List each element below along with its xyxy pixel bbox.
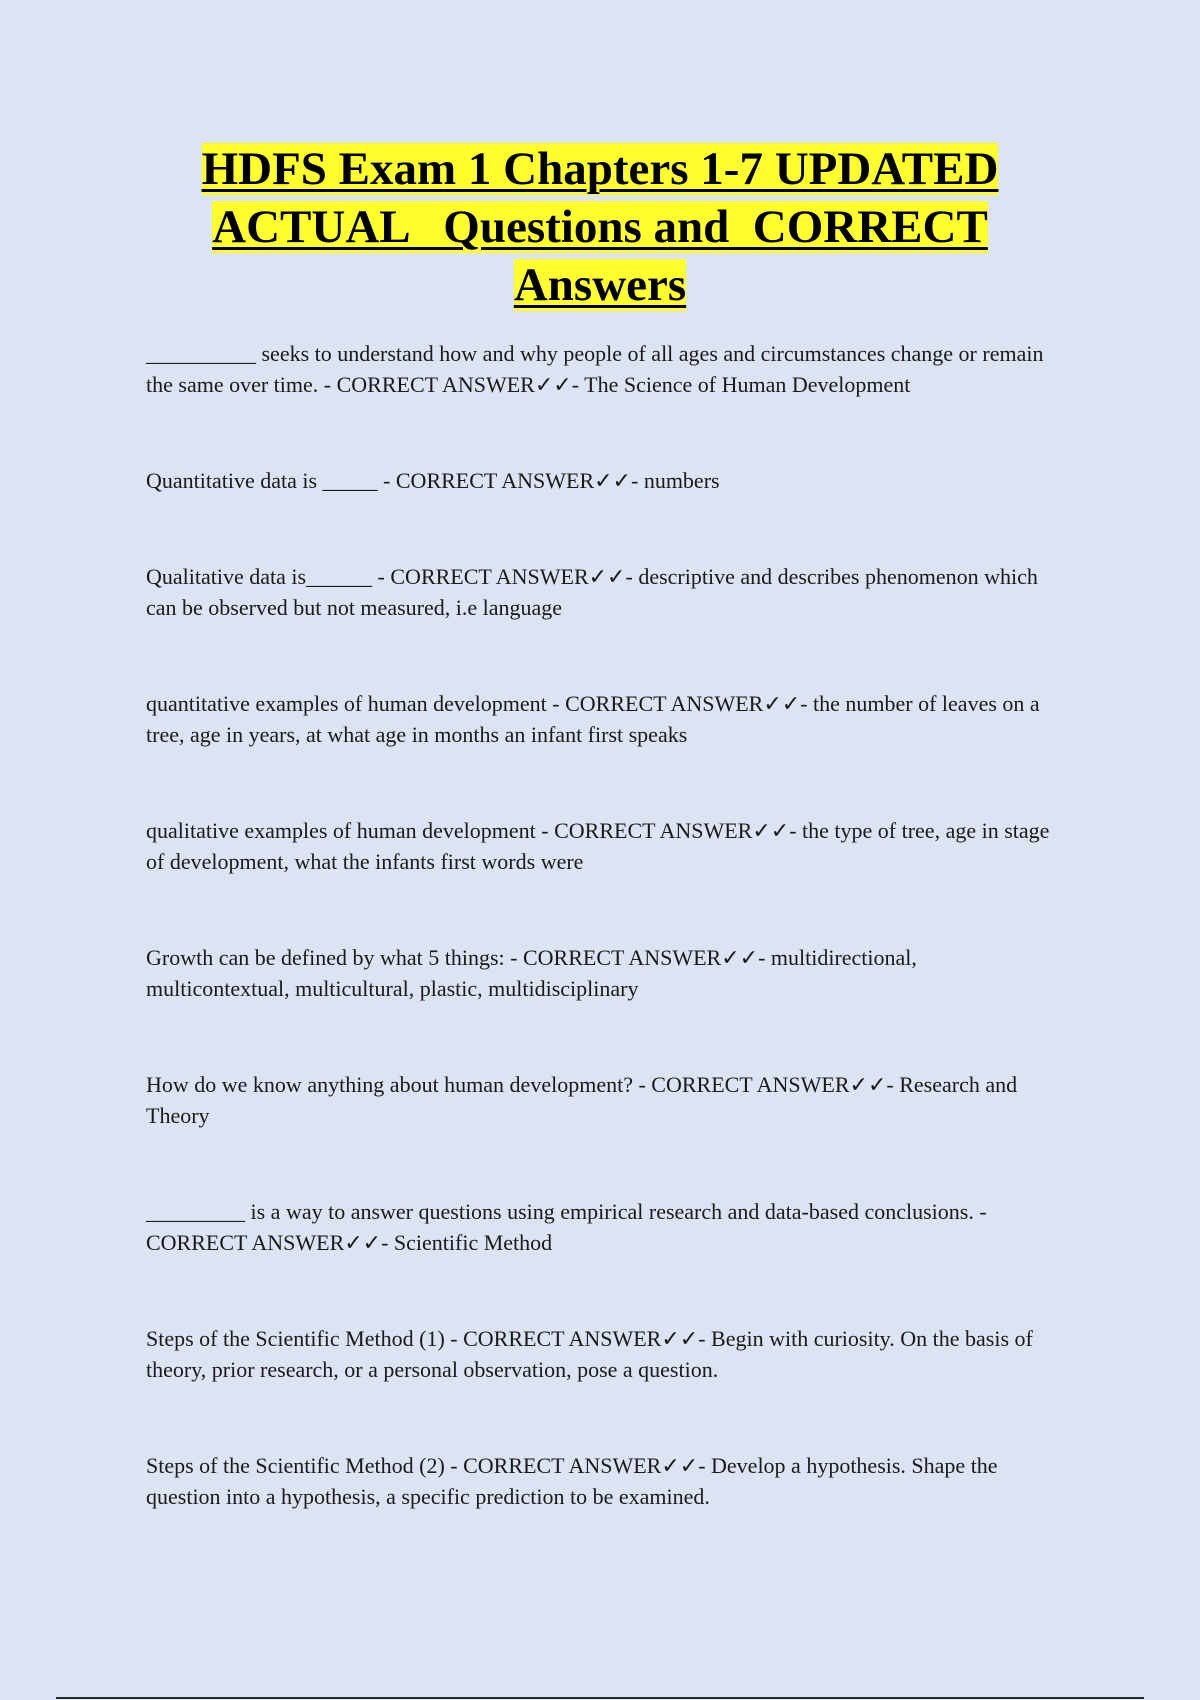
qa-text: Quantitative data is _____ - CORRECT ANSWER✓✓- numbers bbox=[146, 468, 720, 493]
qa-text: Steps of the Scientific Method (2) - CORRECT ANSWER✓✓- Develop a hypothesis. Shape the question into a hypothesis, a specific prediction to be examined. bbox=[146, 1453, 1004, 1509]
qa-text: __________ seeks to understand how and why people of all ages and circumstances change or remain the same over time. - CORRECT ANSWER✓✓- The Science of Human Development bbox=[146, 341, 1049, 397]
qa-text: Qualitative data is______ - CORRECT ANSWER✓✓- descriptive and describes phenomenon which can be observed but not measured, i.e language bbox=[146, 564, 1044, 620]
qa-item bbox=[146, 942, 1056, 1004]
qa-item bbox=[146, 1196, 1056, 1258]
qa-text: Steps of the Scientific Method (1) - CORRECT ANSWER✓✓- Begin with curiosity. On the basis of theory, prior research, or a personal observation, pose a question. bbox=[146, 1326, 1039, 1382]
qa-item bbox=[146, 688, 1056, 750]
document-title bbox=[130, 140, 1070, 314]
title-line-1: HDFS Exam 1 Chapters 1-7 UPDATED bbox=[201, 143, 999, 195]
qa-item bbox=[146, 1450, 1056, 1512]
qa-item bbox=[146, 1323, 1056, 1385]
qa-item bbox=[146, 561, 1056, 623]
qa-text: qualitative examples of human development - CORRECT ANSWER✓✓- the type of tree, age in stage of development, what the infants first words were bbox=[146, 818, 1055, 874]
title-line-3: Answers bbox=[513, 259, 687, 311]
qa-text: _________ is a way to answer questions using empirical research and data-based conclusions. - CORRECT ANSWER✓✓- Scientific Method bbox=[146, 1199, 993, 1255]
qa-item bbox=[146, 338, 1056, 400]
qa-text: Growth can be defined by what 5 things: - CORRECT ANSWER✓✓- multidirectional, multicontextual, multicultural, plastic, multidisciplinary bbox=[146, 945, 923, 1001]
qa-item bbox=[146, 815, 1056, 877]
page-bottom-rule bbox=[56, 1697, 1144, 1699]
qa-list bbox=[146, 338, 1056, 1512]
qa-text: How do we know anything about human development? - CORRECT ANSWER✓✓- Research and Theory bbox=[146, 1072, 1023, 1128]
qa-item bbox=[146, 1069, 1056, 1131]
qa-text: quantitative examples of human development - CORRECT ANSWER✓✓- the number of leaves on a tree, age in years, at what age in months an infant first speaks bbox=[146, 691, 1046, 747]
title-line-2: ACTUAL Questions and CORRECT bbox=[212, 201, 988, 253]
qa-item bbox=[146, 465, 1056, 496]
